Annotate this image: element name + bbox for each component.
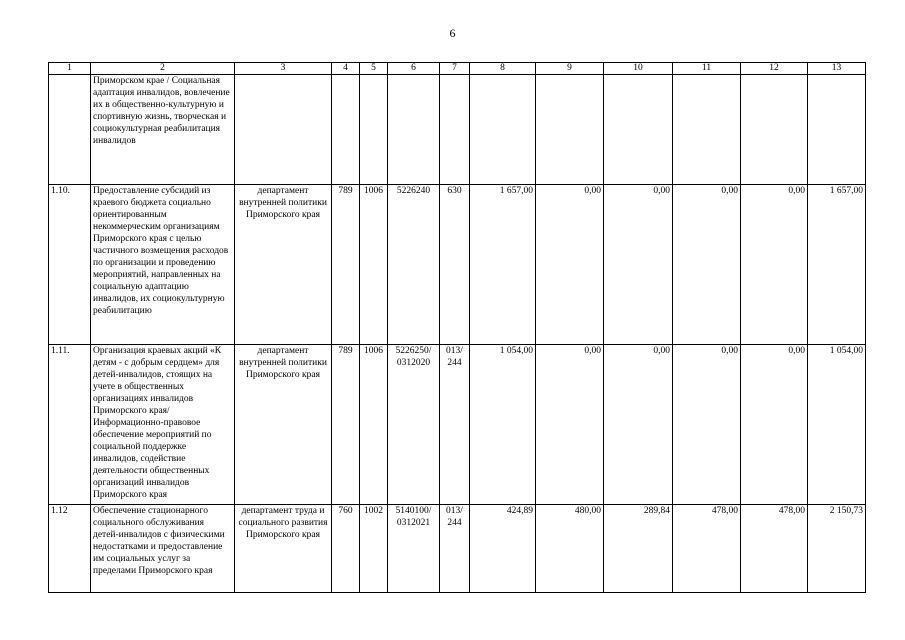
column-number: 11 — [673, 63, 741, 75]
amount — [470, 75, 536, 185]
amount: 478,00 — [741, 505, 808, 593]
column-number: 1 — [49, 63, 91, 75]
responsible-agency: департамент внутренней политики Приморского края — [235, 185, 332, 345]
page-number: 6 — [449, 26, 456, 40]
table-row — [49, 75, 866, 185]
item-number: 1.10. — [49, 185, 91, 345]
amount — [741, 75, 808, 185]
amount: 0,00 — [673, 185, 741, 345]
column-number: 10 — [604, 63, 673, 75]
amount: 289,84 — [604, 505, 673, 593]
amount — [536, 75, 604, 185]
code-ministry: 760 — [332, 505, 360, 593]
amount — [673, 75, 741, 185]
column-number: 13 — [808, 63, 866, 75]
amount: 0,00 — [741, 345, 808, 505]
activity-name: Предоставление субсидий из краевого бюджета социально ориентированным некоммерческим организациям Приморского края с целью частичного возмещения расходов по организации и проведению мероприятий, направленных на социальную адаптацию инвалидов, их социокультурную реабилитацию — [91, 185, 235, 345]
amount-total — [808, 75, 866, 185]
column-number: 2 — [91, 63, 235, 75]
amount: 478,00 — [673, 505, 741, 593]
activity-name: Организация краевых акций «К детям - с добрым сердцем» для детей-инвалидов, стоящих на учете в общественных организациях инвалидов Приморского края/ Информационно-правовое обеспечение мероприятий по социальной поддержке инвалидов, содействие деятельности общественных организаций инвалидов Приморского края — [91, 345, 235, 505]
code-expense-type: 630 — [440, 185, 470, 345]
responsible-agency: департамент труда и социального развития Приморского края — [235, 505, 332, 593]
amount: 1 054,00 — [470, 345, 536, 505]
column-number: 4 — [332, 63, 360, 75]
responsible-agency — [235, 75, 332, 185]
amount-total: 2 150,73 — [808, 505, 866, 593]
code-target: 5140100/ 0312021 — [388, 505, 440, 593]
amount: 0,00 — [741, 185, 808, 345]
table-row — [49, 185, 866, 345]
activity-name: Приморском крае / Социальная адаптация инвалидов, вовлечение их в общественно-культурную и спортивную жизнь, творческая и социокультурная реабилитация инвалидов — [91, 75, 235, 185]
amount: 0,00 — [536, 185, 604, 345]
amount-total: 1 054,00 — [808, 345, 866, 505]
column-number: 5 — [360, 63, 388, 75]
column-number: 6 — [388, 63, 440, 75]
code-expense-type: 013/ 244 — [440, 345, 470, 505]
item-number: 1.11. — [49, 345, 91, 505]
table-row — [49, 505, 866, 593]
column-number: 8 — [470, 63, 536, 75]
column-number-row — [49, 63, 866, 75]
activity-name: Обеспечение стационарного социального обслуживания детей-инвалидов с физическими недостатками и предоставление им социальных услуг за пределами Приморского края — [91, 505, 235, 593]
code-section — [360, 75, 388, 185]
item-number — [49, 75, 91, 185]
amount: 480,00 — [536, 505, 604, 593]
code-section: 1002 — [360, 505, 388, 593]
code-section: 1006 — [360, 185, 388, 345]
amount: 0,00 — [604, 185, 673, 345]
amount: 0,00 — [604, 345, 673, 505]
amount: 0,00 — [536, 345, 604, 505]
code-ministry: 789 — [332, 345, 360, 505]
code-expense-type: 013/ 244 — [440, 505, 470, 593]
code-expense-type — [440, 75, 470, 185]
column-number: 3 — [235, 63, 332, 75]
amount-total: 1 657,00 — [808, 185, 866, 345]
amount: 0,00 — [673, 345, 741, 505]
table-row — [49, 345, 866, 505]
amount: 424,89 — [470, 505, 536, 593]
code-ministry: 789 — [332, 185, 360, 345]
column-number: 9 — [536, 63, 604, 75]
amount — [604, 75, 673, 185]
code-target: 5226250/ 0312020 — [388, 345, 440, 505]
code-target: 5226240 — [388, 185, 440, 345]
code-ministry — [332, 75, 360, 185]
code-target — [388, 75, 440, 185]
column-number: 12 — [741, 63, 808, 75]
column-number: 7 — [440, 63, 470, 75]
responsible-agency: департамент внутренней политики Приморского края — [235, 345, 332, 505]
program-activities-table — [48, 62, 866, 593]
amount: 1 657,00 — [470, 185, 536, 345]
code-section: 1006 — [360, 345, 388, 505]
item-number: 1.12 — [49, 505, 91, 593]
